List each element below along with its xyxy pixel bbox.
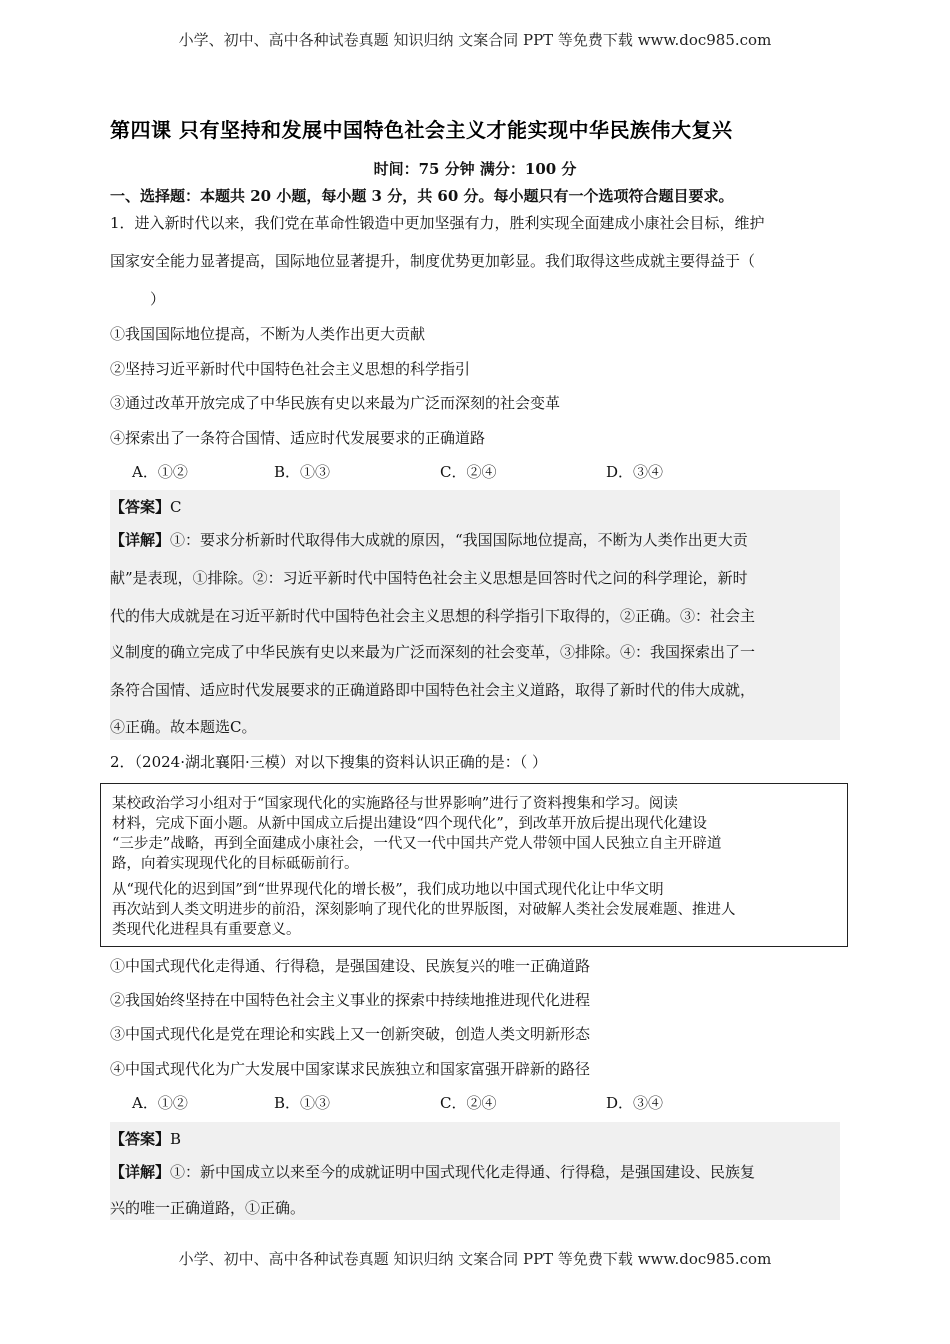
q2-option-b[interactable]: B．①③	[274, 1094, 331, 1112]
q2-item-2: ②我国始终坚持在中国特色社会主义事业的探索中持续地推进现代化进程	[110, 991, 591, 1009]
q1-item-4: ④探索出了一条符合国情、适应时代发展要求的正确道路	[110, 429, 486, 447]
q2-item-1: ①中国式现代化走得通、行得稳，是强国建设、民族复兴的唯一正确道路	[110, 957, 591, 975]
q2-answer-block	[110, 1122, 840, 1220]
q1-detail-tag: 【详解】	[110, 531, 171, 549]
q2-stem: 2．（2024·湖北襄阳·三模）对以下搜集的资料认识正确的是：（ ）	[110, 753, 548, 771]
q2-option-a[interactable]: A．①②	[132, 1094, 188, 1112]
q2-detail-line-2: 兴的唯一正确道路，①正确。	[110, 1199, 306, 1217]
q1-answer-tag: 【答案】	[110, 498, 171, 516]
q2-answer	[110, 1128, 181, 1149]
q1-answer-block	[110, 490, 840, 740]
q2-detail-text-1: ①：新中国成立以来至今的成就证明中国式现代化走得通、行得稳，是强国建设、民族复	[170, 1163, 756, 1181]
q2-answer-value: B	[170, 1130, 182, 1148]
q1-option-a[interactable]: A．①②	[132, 463, 188, 481]
q2-material-line-3: “三步走”战略，再到全面建成小康社会，一代又一代中国共产党人带领中国人民独立自主开辟道	[112, 836, 722, 852]
q1-detail-line-4: 义制度的确立完成了中华民族有史以来最为广泛而深刻的社会变革，③排除。④：我国探索出了一	[110, 643, 756, 661]
q2-option-c[interactable]: C．②④	[440, 1094, 497, 1112]
q1-stem-line-3: ）	[150, 290, 166, 308]
q1-option-c[interactable]: C．②④	[440, 463, 497, 481]
q1-detail-text-1: ①：要求分析新时代取得伟大成就的原因，“我国国际地位提高，不断为人类作出更大贡	[170, 531, 748, 549]
q2-material-line-7: 类现代化进程具有重要意义。	[112, 922, 301, 938]
q2-option-d[interactable]: D．③④	[606, 1094, 664, 1112]
q1-detail-line-1	[110, 529, 748, 550]
q2-detail-line-1	[110, 1161, 755, 1182]
q1-answer-value: C	[170, 498, 182, 516]
q1-detail-line-2: 献”是表现，①排除。②：习近平新时代中国特色社会主义思想是回答时代之问的科学理论，新时	[110, 569, 748, 587]
q1-item-3: ③通过改革开放完成了中华民族有史以来最为广泛而深刻的社会变革	[110, 394, 561, 412]
q1-stem-line-2: 国家安全能力显著提高，国际地位显著提升，制度优势更加彰显。我们取得这些成就主要得益于（	[110, 252, 756, 270]
q1-item-2: ②坚持习近平新时代中国特色社会主义思想的科学指引	[110, 360, 471, 378]
q2-material-line-1: 某校政治学习小组对于“国家现代化的实施路径与世界影响”进行了资料搜集和学习。阅读	[112, 796, 678, 812]
q2-item-4: ④中国式现代化为广大发展中国家谋求民族独立和国家富强开辟新的路径	[110, 1060, 591, 1078]
q1-answer	[110, 496, 182, 517]
section-heading: 一、选择题：本题共 20 小题，每小题 3 分，共 60 分。每小题只有一个选项符合题目要求。	[110, 187, 734, 205]
q2-item-3: ③中国式现代化是党在理论和实践上又一创新突破，创造人类文明新形态	[110, 1025, 591, 1043]
page-footer: 小学、初中、高中各种试卷真题 知识归纳 文案合同 PPT 等免费下载 www.doc985.com	[178, 1250, 772, 1268]
q1-detail-line-5: 条符合国情、适应时代发展要求的正确道路即中国特色社会主义道路，取得了新时代的伟大成就，	[110, 681, 756, 699]
q2-answer-tag: 【答案】	[110, 1130, 171, 1148]
q1-option-b[interactable]: B．①③	[274, 463, 331, 481]
q1-option-d[interactable]: D．③④	[606, 463, 664, 481]
q2-material-line-5: 从“现代化的迟到国”到“世界现代化的增长极”，我们成功地以中国式现代化让中华文明	[112, 882, 664, 898]
q2-material-line-2: 材料，完成下面小题。从新中国成立后提出建设“四个现代化”，到改革开放后提出现代化建设	[112, 816, 707, 832]
q1-stem-line-1: 1．进入新时代以来，我们党在革命性锻造中更加坚强有力，胜利实现全面建成小康社会目标，维护	[110, 214, 765, 232]
q2-material-line-6: 再次站到人类文明进步的前沿，深刻影响了现代化的世界版图，对破解人类社会发展难题、推进人	[112, 902, 736, 918]
q2-detail-tag: 【详解】	[110, 1163, 171, 1181]
exam-time-score: 时间：75 分钟 满分：100 分	[373, 160, 577, 178]
q1-item-1: ①我国国际地位提高，不断为人类作出更大贡献	[110, 325, 426, 343]
page-header: 小学、初中、高中各种试卷真题 知识归纳 文案合同 PPT 等免费下载 www.doc985.com	[178, 31, 772, 49]
q1-detail-line-6: ④正确。故本题选C。	[110, 718, 257, 736]
q2-material-box	[100, 783, 848, 947]
page-title: 第四课 只有坚持和发展中国特色社会主义才能实现中华民族伟大复兴	[110, 118, 733, 142]
q1-detail-line-3: 代的伟大成就是在习近平新时代中国特色社会主义思想的科学指引下取得的，②正确。③：社会主	[110, 607, 756, 625]
q2-material-line-4: 路，向着实现现代化的目标砥砺前行。	[112, 856, 359, 872]
